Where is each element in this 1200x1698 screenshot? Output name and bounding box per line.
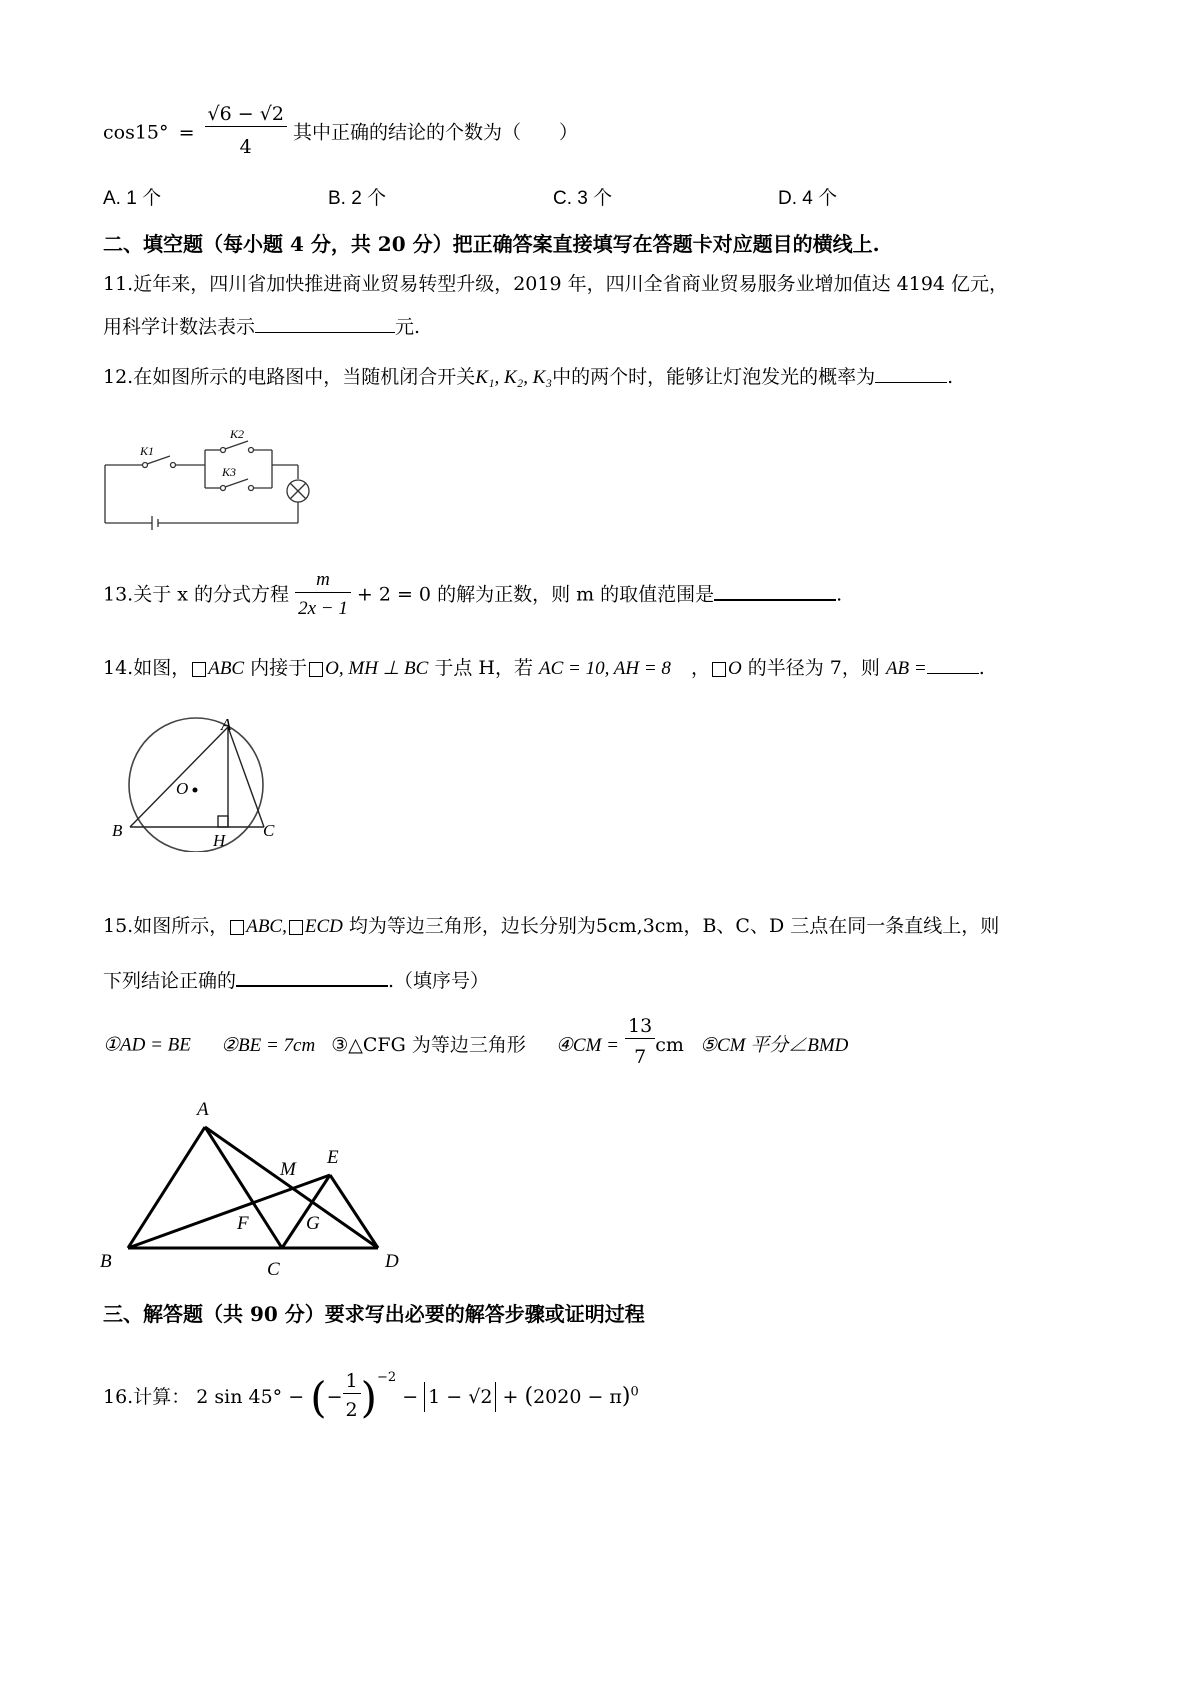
q14-text: 14.如图， [103,657,191,679]
q14-text-4: 的半径为 7，则 [747,657,880,679]
q12-text-2: 中的两个时，能够让灯泡发光的概率为 [552,366,876,388]
q11-end: 元. [395,316,421,338]
label-c: C [267,1259,280,1280]
q13-end: . [836,583,843,606]
q11-line2 [103,314,420,339]
option-b: B. 2 个 [328,188,387,209]
q11-text: 用科学计数法表示 [103,316,256,338]
circle-symbol [309,662,323,677]
half-fraction [343,1369,361,1422]
conclusion-1: ①AD = BE [103,1034,191,1056]
paren-content: 2020 − π [533,1386,622,1408]
q15-end: .（填序号） [388,970,490,992]
fraction-denominator: 4 [239,136,252,158]
k2-label: K2 [230,427,245,441]
k1-label: K1 [140,444,155,458]
label-e: E [327,1147,339,1168]
q14-question [103,655,985,681]
conclusion-4 [555,1015,690,1068]
section-3-heading: 三、解答题（共 90 分）要求写出必要的解答步骤或证明过程 [103,1302,645,1326]
q13-fraction [295,568,351,621]
q11-line1: 11.近年来，四川省加快推进商业贸易转型升级，2019 年，四川全省商业贸易服务业增加值达 4194 亿元， [103,273,1009,295]
given-values: AC = 10, AH = 8 [539,658,671,679]
q14-end: . [978,657,985,679]
triangle-symbol [192,662,206,677]
paren-open-2: ( [524,1384,534,1409]
q13-text-2: 的解为正数，则 m 的取值范围是 [437,583,715,606]
fraction-numerator: √6 − √2 [205,102,287,127]
q14-comma: ， [690,657,710,679]
label-m: M [280,1159,296,1180]
label-a: A [197,1099,209,1120]
q14-text-3: 于点 H，若 [434,657,533,679]
cm-fraction [625,1014,655,1069]
circle-symbol-2 [712,662,726,677]
exponent: −2 [376,1370,397,1385]
label-d: D [385,1251,399,1272]
q14-text-2: 内接于 [250,657,308,679]
equals: = [178,121,195,144]
fraction-denominator: 7 [634,1046,647,1068]
label-g: G [306,1213,320,1234]
q15-text: 15.如图所示， [103,915,229,937]
answer-blank[interactable] [875,364,947,383]
answer-blank[interactable] [255,314,395,333]
triangle-symbol-2 [289,920,303,935]
label-h: H [213,831,226,850]
label-a: A [221,715,232,734]
q15-text-2: 均为等边三角形，边长分别为5cm,3cm，B、C、D 三点在同一条直线上，则 [348,915,1000,937]
answer-blank[interactable] [236,967,388,987]
cos-fraction [205,102,287,159]
paren-open: ( [310,1373,327,1422]
conclusion-5: ⑤CM 平分∠BMD [699,1034,849,1056]
k3-label: K3 [222,465,237,479]
fraction-denominator: 2 [345,1398,358,1421]
option-a: A. 1 个 [103,188,162,209]
q15-conclusions [103,1015,849,1069]
abs-value: 1 − √2 [424,1382,496,1412]
expr-part-1: 2 sin 45° − [196,1386,305,1408]
q12-text: 12.在如图所示的电路图中，当随机闭合开关 [103,366,476,388]
q15-text-3: 下列结论正确的 [103,970,237,992]
conclusion-4-lhs: ④CM = [555,1034,619,1056]
fraction-numerator: 13 [625,1014,655,1039]
expr-part-3: + [502,1386,519,1408]
q12-question [103,364,953,390]
circle-o: O [325,658,339,679]
exponent-2: 0 [630,1384,639,1400]
triangle-abc: ABC, [246,916,287,937]
q16-question [103,1366,639,1422]
fraction-denominator: 2x − 1 [298,598,348,619]
label-f: F [237,1213,249,1234]
triangle-ecd: ECD [304,916,343,937]
triangles-figure [95,1095,415,1285]
perp-relation: , MH ⊥ BC [338,658,429,679]
paren-close: ) [360,1373,377,1422]
q10-tail [103,103,578,159]
minus-sign: − [326,1386,343,1408]
circle-triangle-figure [108,712,293,852]
q13-text: 13.关于 x 的分式方程 [103,583,290,606]
q13-equation: + 2 = 0 [356,583,432,606]
label-c: C [263,821,275,840]
q15-line1 [103,914,999,939]
triangle-symbol [230,920,244,935]
label-b: B [100,1251,112,1272]
paren-close-2: ) [621,1384,631,1409]
q15-line2 [103,967,489,993]
q10-text: 其中正确的结论的个数为（ ） [292,121,578,144]
cm-unit: cm [655,1033,684,1056]
option-c: C. 3 个 [553,188,613,209]
ab-expression: AB = [885,658,927,679]
switch-list: K₁, K₂, K₃ [475,367,553,388]
label-o: O [176,779,189,798]
conclusion-2: ②BE = 7cm [220,1034,316,1056]
q12-end: . [947,366,954,388]
fraction-numerator: 1 [343,1369,361,1394]
cos-label: cos15° [103,121,169,144]
q16-text: 16.计算： [103,1386,191,1408]
conclusion-3: ③△CFG 为等边三角形 [331,1033,526,1056]
section-2-heading: 二、填空题（每小题 4 分，共 20 分）把正确答案直接填写在答题卡对应题目的横线上. [103,232,880,256]
triangle-abc: ABC [208,658,245,679]
answer-blank[interactable] [927,655,979,674]
expr-part-2: − [402,1386,419,1408]
circuit-diagram [100,420,335,532]
circle-o-2: O [727,658,742,679]
q13-question [103,570,842,621]
fraction-numerator: m [295,568,351,593]
answer-blank[interactable] [714,581,836,601]
option-d: D. 4 个 [778,188,838,209]
label-b: B [112,821,123,840]
